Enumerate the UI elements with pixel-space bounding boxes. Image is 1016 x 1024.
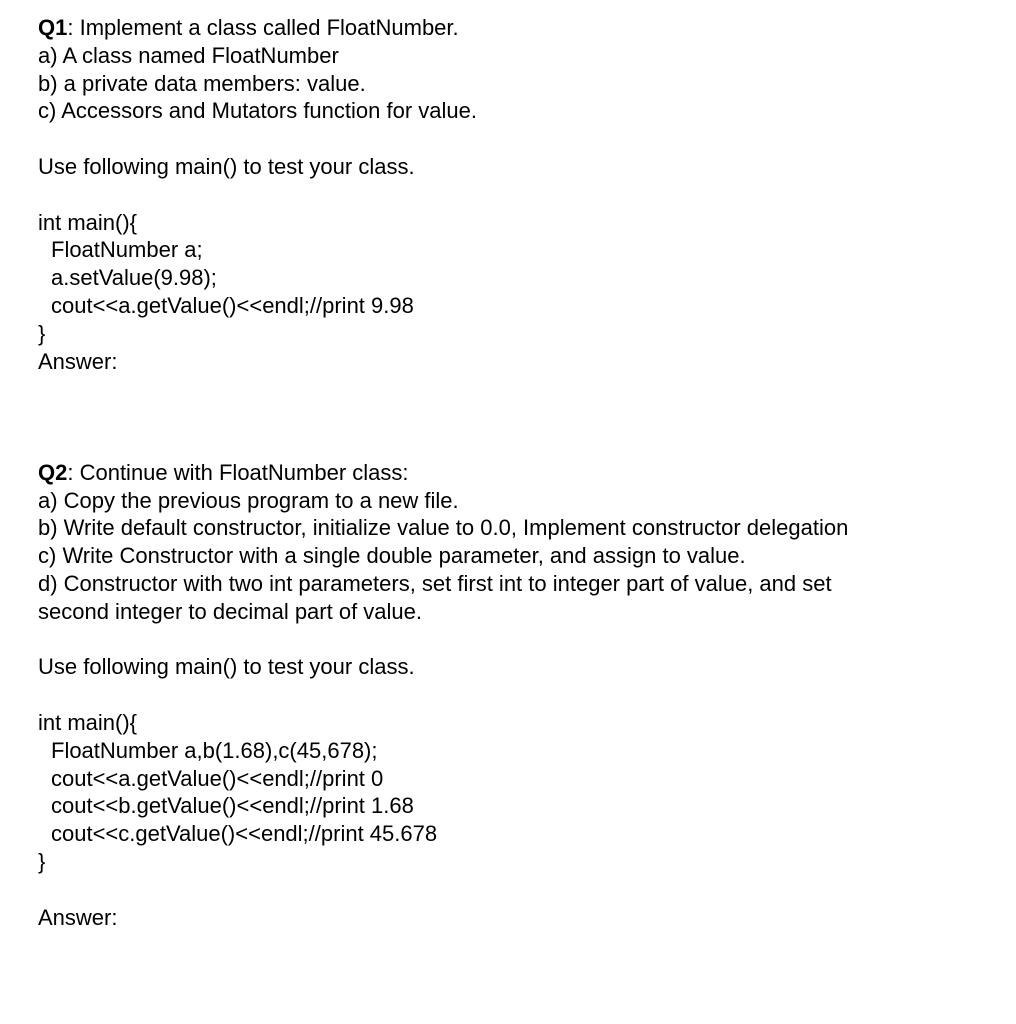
spacer [38,681,998,709]
question-2 [38,459,998,932]
spacer [38,181,998,209]
code-line: cout<<a.getValue()<<endl;//print 9.98 [51,292,414,318]
q2-title-text: : Continue with FloatNumber class: [67,459,409,485]
code-line: } [38,320,46,346]
q2-item-d-continued: second integer to decimal part of value. [38,598,423,624]
spacer [38,876,998,904]
code-line: } [38,848,46,874]
q2-item-c: c) Write Constructor with a single double parameter, and assign to value. [38,543,746,569]
q1-test-instruction: Use following main() to test your class. [38,153,415,179]
q1-item-a: a) A class named FloatNumber [38,42,339,68]
code-line: a.setValue(9.98); [51,265,217,291]
document [38,14,998,931]
q2-code-block [38,709,998,876]
code-line: FloatNumber a,b(1.68),c(45,678); [51,737,378,763]
q1-label: Q1 [38,15,68,40]
code-line: int main(){ [38,709,138,735]
q1-code-block [38,209,998,348]
q2-item-b: b) Write default constructor, initialize value to 0.0, Implement constructor delegation [38,515,849,541]
spacer [38,125,998,153]
q2-answer-label: Answer: [38,904,118,930]
code-line: cout<<c.getValue()<<endl;//print 45.678 [51,821,438,847]
q1-item-c: c) Accessors and Mutators function for value. [38,98,477,124]
q2-label: Q2 [38,459,68,485]
code-line: cout<<a.getValue()<<endl;//print 0 [51,765,384,791]
q1-title [38,14,998,42]
q2-item-a: a) Copy the previous program to a new file. [38,487,459,513]
q1-title-text: : Implement a class called FloatNumber. [67,15,459,40]
spacer [38,375,998,458]
q2-test-instruction: Use following main() to test your class. [38,654,415,680]
q1-item-b: b) a private data members: value. [38,70,366,96]
q2-title [38,459,998,487]
spacer [38,626,998,654]
q2-item-d: d) Constructor with two int parameters, set first int to integer part of value, and set [38,570,832,596]
code-line: FloatNumber a; [51,237,203,263]
question-1 [38,14,998,375]
q1-answer-label: Answer: [38,348,118,374]
code-line: int main(){ [38,209,138,235]
code-line: cout<<b.getValue()<<endl;//print 1.68 [51,793,414,819]
